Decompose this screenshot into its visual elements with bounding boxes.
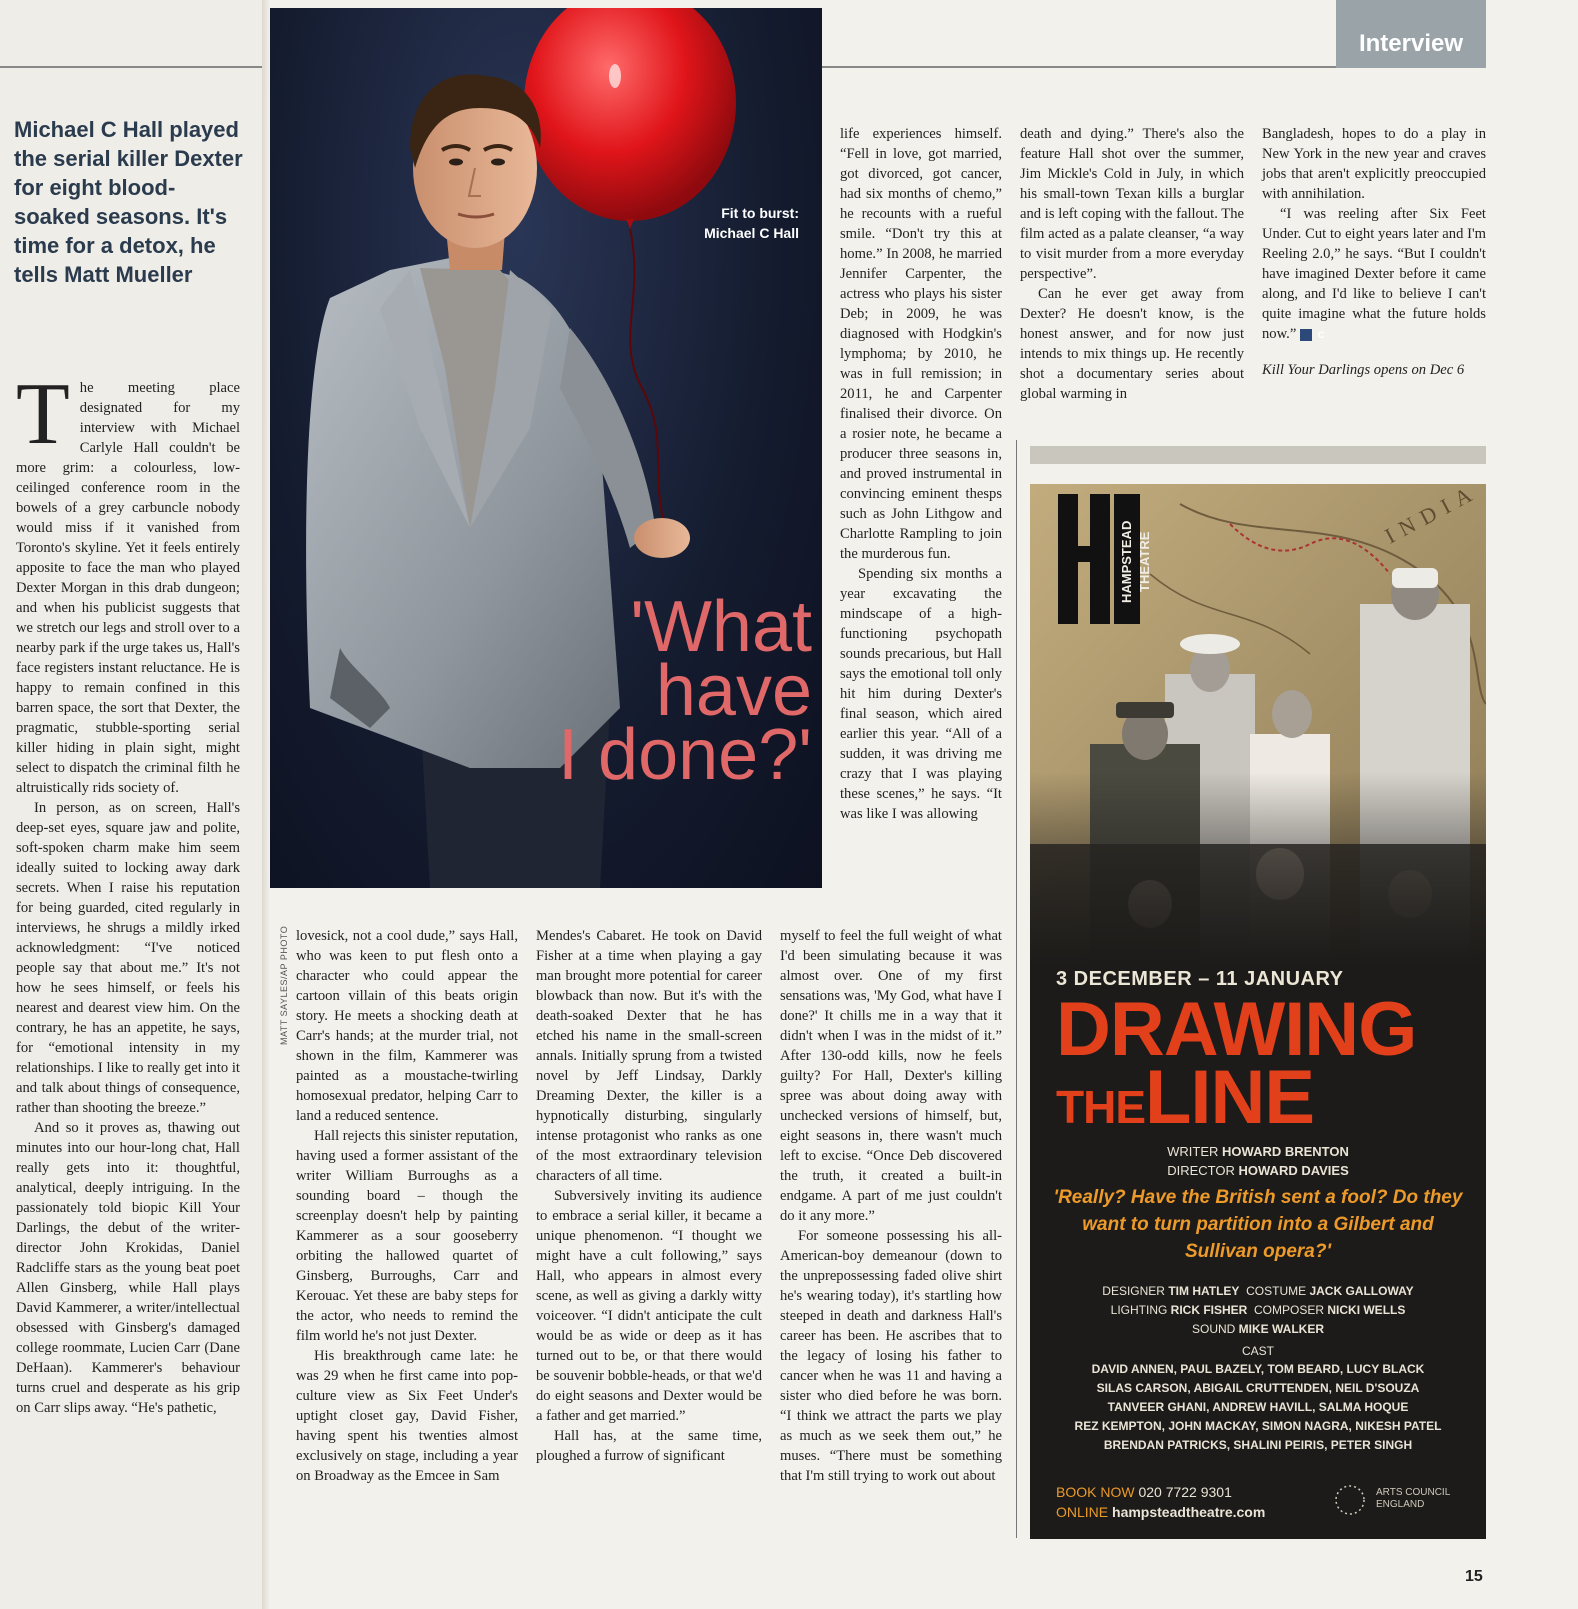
ad-title: DRAWING xyxy=(1056,987,1417,1072)
article-column-4-continued xyxy=(780,926,1002,1486)
article-paragraph: His breakthrough came late: he was 29 when he first came into pop-culture view as Six Feet Under's uptight closet gay, David Fisher, having spent his twenties almost exclusively on stage, including a year on Broadway as the Emcee in Sam xyxy=(296,1348,518,1484)
article-paragraph: And so it proves as, thawing out minutes into our hour-long chat, Hall really gets into it: thoughtful, analytical, deeply intriguing. In the passionately told biopic Kill Your Darlings, the debut of the writer-director John Krokidas, Daniel Radcliffe stars as the young beat poet Allen Ginsberg, while Hall plays David Kammerer, a writer/intellectual obsessed with Ginsberg's damaged college roommate, Lucien Carr (Dane DeHaan). Kammerer's behaviour turns cruel and desperate as his grip on Carr slips away. “He's pathetic, xyxy=(16,1120,240,1416)
column-rule xyxy=(1016,440,1017,1538)
headline xyxy=(540,587,812,795)
article-paragraph: Mendes's Cabaret. He took on David Fisher at a time when playing a gay man brought more potential for career blowback than now. But it's with the death-soaked Dexter that he has etched his name in the small-screen annals. Initially sprung from a twisted novel by Jeff Lindsay, Darkly Dreaming Dexter, the killer is a hypnotically disturbing, singularly intense protagonist who ranks as one of the most extraordinary television characters of all time. xyxy=(536,928,762,1184)
ad-dates: 3 DECEMBER – 11 JANUARY xyxy=(1056,968,1344,990)
article-paragraph: Hall rejects this sinister reputation, having used a former assistant of the writer William Burroughs as a sounding board – though the screenplay doesn't help by painting Kammerer as a sour gooseberry orbiting the hallowed quartet of Ginsberg, Burroughs, Carr and Kerouac. Yet these are baby steps for the actor, who needs to remind the film world he's not just Dexter. xyxy=(296,1128,518,1344)
article-paragraph: he meeting place designated for my interview with Michael Carlyle Hall couldn't be more grim: a colourless, low-ceilinged conference room in the bowels of a grey carbuncle nobody would miss if it vanished from Toronto's skyline. Yet it feels entirely apposite to face the man who played Dexter Morgan in this drab dungeon; and when his publicist suggests that we stretch our legs and stroll over to a nearby park if the urge takes us, Hall's face registers instant reluctance. He is happy to remain confined in this barren space, the sort that Dexter, the pragmatic, stubble-sporting serial killer hiding in plain sight, might select to dispatch the criminal filth he altruistically rids society of. xyxy=(16,380,240,796)
page-gutter xyxy=(262,0,270,1609)
photo-credit: MATT SAYLES/AP PHOTO xyxy=(279,925,289,1045)
article-column-6 xyxy=(1262,124,1486,380)
section-tab xyxy=(1336,0,1486,68)
advert-photo xyxy=(1030,484,1486,964)
arts-council-text: ARTS COUNCIL ENGLAND xyxy=(1376,1487,1451,1510)
photo-caption: Fit to burst: Michael C Hall xyxy=(704,205,799,241)
arts-council-logo-icon xyxy=(1330,1480,1370,1520)
ad-booking: BOOK NOW 020 7722 9301 ONLINE hampsteadtheatre.com xyxy=(1056,1484,1266,1520)
article-paragraph: death and dying.” There's also the feature Hall shot over the summer, Jim Mickle's Cold in July, in which his small-town Texan kills a burglar and is left coping with the fallout. The film acted as a palate cleanser, “a way to visit murder from a more everyday perspective”. xyxy=(1020,126,1244,282)
article-column-3 xyxy=(536,926,762,1466)
section-label: Interview xyxy=(1358,30,1464,57)
ad-director: DIRECTOR HOWARD DAVIES xyxy=(1167,1163,1349,1178)
article-paragraph: Subversively inviting its audience to embrace a serial killer, it became a unique phenomenon. “I thought we might have a cult following,” says Hall, who appears in almost every scene, as well as giving a darkly witty voiceover. “I didn't anticipate the cult would be as wide or deep as it has turned out to be, or that there would be souvenir bobble-heads, or that we'd do eight seasons and Dexter would be a father and get married.” xyxy=(536,1188,762,1424)
article-paragraph: “I was reeling after Six Feet Under. Cut to eight years later and I'm Reeling 2.0,” he says. “But I couldn't have imagined Dexter before it came along, and I'd like to believe I can't quite imagine what the future holds now.” xyxy=(1262,206,1486,342)
ad-writer: WRITER HOWARD BRENTON xyxy=(1167,1144,1349,1159)
theatre-advert xyxy=(1030,484,1486,1539)
article-paragraph: life experiences himself. “Fell in love, got married, got divorced, got cancer, had six months of chemo,” he recounts with a rueful smile. “Don't try this at home.” In 2008, he married Jennifer Carpenter, the actress who plays his sister Deb; in 2009, he was diagnosed with Hodgkin's lymphoma; by 2010, he was in full remission; in 2011, he and Carpenter finalised their divorce. On a rosier note, he became a producer three seasons in, and proved instrumental in convincing eminent thesps such as John Lithgow and Charlotte Rampling to join the murderous fun. xyxy=(840,126,1002,562)
ad-quote: 'Really? Have the British sent a fool? Do they want to turn partition into a Gilbert and Sullivan opera?' xyxy=(1053,1187,1463,1262)
left-rule xyxy=(0,66,262,68)
ad-creative-team: DESIGNER TIM HATLEY COSTUME JACK GALLOWAY LIGHTING RICK FISHER COMPOSER NICKI WELLS SOUND MIKE WALKER xyxy=(1102,1284,1414,1336)
drop-cap: T xyxy=(16,366,70,463)
article-paragraph: myself to feel the full weight of what I'd been simulating because it was almost over. One of my first sensations was, 'My God, what have I done?' It chills me in a way that it didn't when I was in the midst of it.” After 130-odd kills, now he feels guilty? For Hall, Dexter's killing spree was about doing away with unchecked versions of himself, but, eight seasons in, there wasn't much left to excise. “Once Deb discovered the truth, it created a built-in endgame. A part of me just couldn't do it any more.” xyxy=(780,928,1002,1224)
ad-cast-label: CAST xyxy=(1241,1344,1274,1358)
article-paragraph: Spending six months a year excavating the mindscape of a high-functioning psychopath sounds precarious, but Hall says the emotional toll only hit him during Dexter's final season, which aired earlier this year. “All of a sudden, it was driving me crazy that I was playing these scenes,” he says. “It was like I was allowing xyxy=(840,566,1002,822)
article-paragraph: For someone possessing his all-American-boy demeanour (down to the unprepossessing faded olive shirt he's wearing today), it's startling how steeped in death and darkness Hall's career has been. He ascribes that to the legacy of losing his father to cancer when he was 11 and having a sister who died before he was born. “I think we attract the parts we play as much as we seek them out,” he muses. “There must be something that I'm still trying to work out about xyxy=(780,1228,1002,1484)
headline-line: I done?' xyxy=(558,715,812,795)
page-number: 15 xyxy=(1465,1568,1483,1585)
article-paragraph: In person, as on screen, Hall's deep-set eyes, square jaw and polite, soft-spoken charm make him seem ideally suited to locking away dark secrets. When I raise his reputation for being guarded, cited regularly in interviews, he shrugs a mildly irked acknowledgment: “I've noticed people say that about me.” It's not how he sees himself, or feels his nearest and dearest view him. On the contrary, he has an appetite, he says, for “emotional intensity in my relationships. I like to really get into it and talk about things of consequence, rather than shooting the breeze.” xyxy=(16,800,240,1116)
ad-phone[interactable]: 020 7722 9301 xyxy=(1138,1484,1232,1500)
ad-website-link[interactable]: hampsteadtheatre.com xyxy=(1112,1504,1266,1520)
article-column-4 xyxy=(840,124,1002,824)
article-paragraph: lovesick, not a cool dude,” says Hall, who was keen to put flesh onto a character who could appear the cartoon villain of this beats origin story. He meets a shocking death at Carr's hands; at the murder trial, not shown in the film, Kammerer was painted as a moustache-twirling homosexual predator, helping Carr to land a reduced sentence. xyxy=(296,928,518,1124)
ad-cast-list: DAVID ANNEN, PAUL BAZELY, TOM BEARD, LUCY BLACK SILAS CARSON, ABIGAIL CRUTTENDEN, NEIL D'SOUZA TANVEER GHANI, ANDREW HAVILL, SALMA HOQUE REZ KEMPTON, JOHN MACKAY, SIMON NAGRA, NIKESH PATEL BRENDAN PATRICKS, SHALINI PEIRIS, PETER SINGH xyxy=(1074,1362,1442,1452)
article-column-2 xyxy=(296,926,518,1486)
headline-line: have xyxy=(655,651,812,731)
article-column-5 xyxy=(1020,124,1244,404)
article-paragraph: Bangladesh, hopes to do a play in New York in the new year and craves jobs that aren't explicitly preoccupied with annihilation. xyxy=(1262,126,1486,202)
article-paragraph: Hall has, at the same time, ploughed a furrow of significant xyxy=(536,1428,762,1464)
ad-title-line-2: THELINE xyxy=(1056,1055,1315,1140)
article-paragraph: Can he ever get away from Dexter? He doesn't know, is the honest answer, and for now just intends to mix things up. He recently shot a documentary series about global warming in xyxy=(1020,286,1244,402)
headline-line: 'What xyxy=(630,587,812,667)
footnote: Kill Your Darlings opens on Dec 6 xyxy=(1262,362,1465,378)
standfirst: Michael C Hall played the serial killer Dexter for eight blood-soaked seasons. It's time for a detox, he tells Matt Mueller xyxy=(14,117,243,287)
ad-top-bar xyxy=(1030,446,1486,464)
article-column-1 xyxy=(16,366,240,1418)
end-sign: C xyxy=(1300,329,1312,341)
theatre-logo-text: HAMPSTEAD THEATRE xyxy=(1119,520,1152,604)
